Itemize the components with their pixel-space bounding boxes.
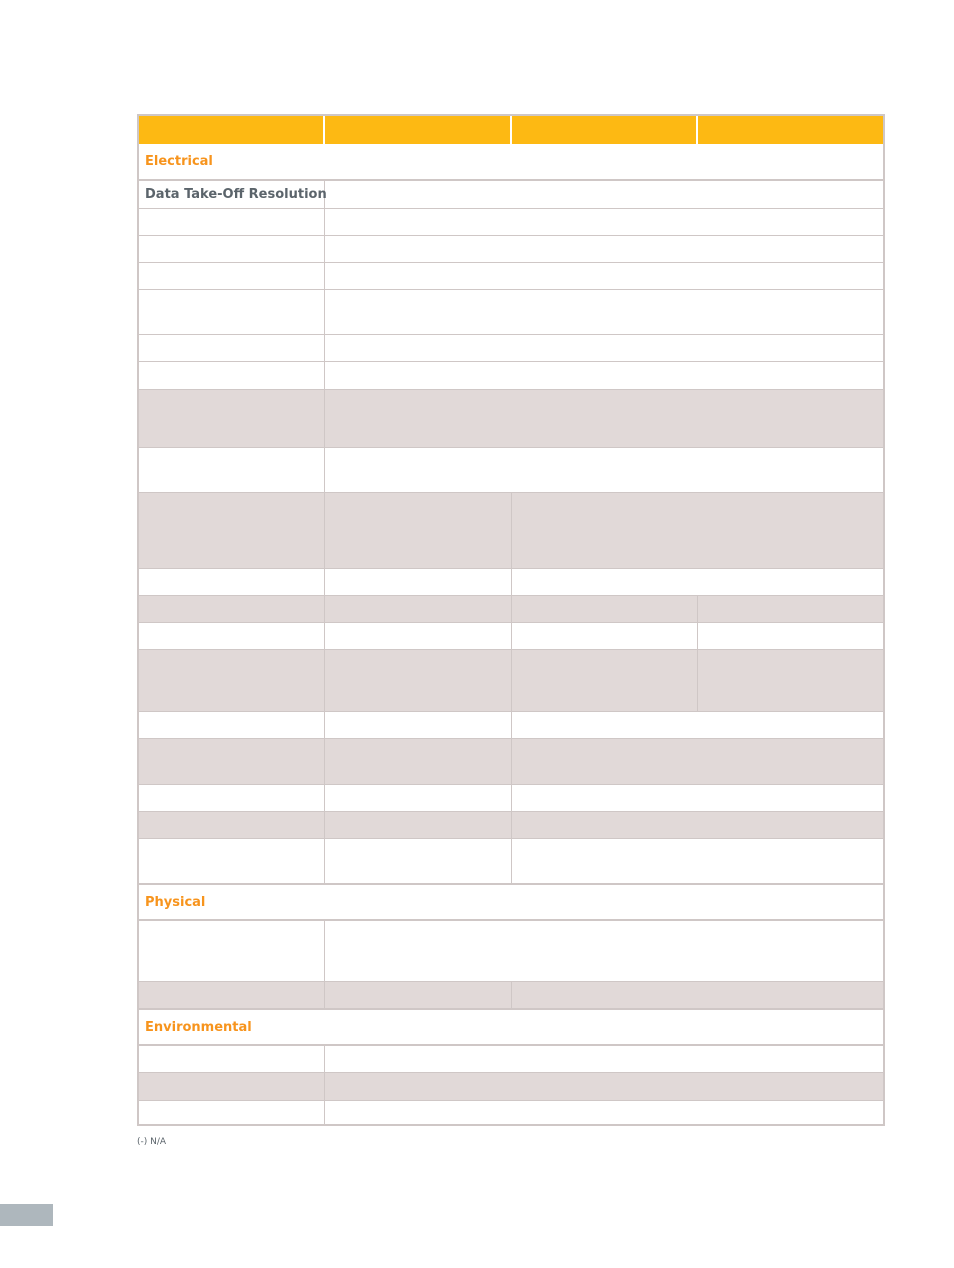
- table-row: [139, 982, 883, 1010]
- section-title-electrical: Electrical: [145, 154, 213, 169]
- row-label-cell: [139, 181, 325, 208]
- header-cell: [698, 116, 883, 144]
- row-label-cell: [139, 623, 325, 649]
- table-row: [139, 623, 883, 650]
- row-label-data-takeoff-resolution: Data Take-Off Resolution: [145, 187, 327, 202]
- row-label-cell: [139, 390, 325, 447]
- header-cell: [325, 116, 512, 144]
- table-cell: [325, 739, 512, 784]
- row-label-cell: [139, 335, 325, 361]
- section-title-physical: Physical: [145, 894, 206, 910]
- section-row-electrical: [139, 144, 883, 181]
- spec-table: [137, 114, 885, 1126]
- row-label-cell: [139, 569, 325, 595]
- table-cell: [325, 596, 512, 622]
- row-label-cell: [139, 362, 325, 389]
- table-row: [139, 569, 883, 596]
- row-label-cell: [139, 921, 325, 981]
- row-label-cell: [139, 650, 325, 711]
- row-label-cell: [139, 209, 325, 235]
- table-header-row: [139, 116, 883, 144]
- row-label-cell: [139, 1101, 325, 1124]
- table-row: [139, 839, 883, 885]
- row-label-cell: [139, 263, 325, 289]
- table-row: [139, 921, 883, 982]
- row-label-cell: [139, 448, 325, 492]
- table-row: [139, 650, 883, 712]
- row-label-cell: [139, 236, 325, 262]
- row-label-cell: [139, 596, 325, 622]
- table-row: [139, 739, 883, 785]
- row-label-cell: [139, 1073, 325, 1100]
- footnote-text: N/A: [150, 1137, 167, 1147]
- row-label-cell: [139, 982, 325, 1008]
- table-row: [139, 263, 883, 290]
- table-cell: [325, 785, 512, 811]
- table-row: [139, 1101, 883, 1124]
- table-row: [139, 1073, 883, 1101]
- section-row-physical: [139, 885, 883, 921]
- table-cell: [325, 650, 512, 711]
- row-label-cell: [139, 785, 325, 811]
- table-cell: [325, 712, 512, 738]
- row-label-cell: [139, 839, 325, 883]
- row-label-cell: [139, 739, 325, 784]
- table-cell: [512, 650, 698, 711]
- table-cell: [325, 569, 512, 595]
- table-row: [139, 181, 883, 209]
- table-row: [139, 209, 883, 236]
- section-row-environmental: [139, 1010, 883, 1046]
- table-row: [139, 236, 883, 263]
- header-cell: [139, 116, 325, 144]
- footnote: [137, 1137, 166, 1147]
- header-cell: [512, 116, 698, 144]
- table-cell: [512, 623, 698, 649]
- table-row: [139, 1046, 883, 1073]
- footnote-marker: (-): [137, 1137, 148, 1147]
- row-label-cell: [139, 1046, 325, 1072]
- table-cell: [325, 982, 512, 1008]
- table-cell: [325, 839, 512, 883]
- table-cell: [512, 596, 698, 622]
- table-row: [139, 785, 883, 812]
- table-row: [139, 335, 883, 362]
- table-row: [139, 290, 883, 335]
- table-cell: [325, 812, 512, 838]
- table-row: [139, 390, 883, 448]
- table-row: [139, 362, 883, 390]
- table-cell: [325, 493, 512, 568]
- row-label-cell: [139, 712, 325, 738]
- table-row: [139, 712, 883, 739]
- row-label-cell: [139, 290, 325, 334]
- table-row: [139, 448, 883, 493]
- page-tab: [0, 1204, 53, 1226]
- table-cell: [325, 623, 512, 649]
- row-label-cell: [139, 812, 325, 838]
- section-title-environmental: Environmental: [145, 1019, 252, 1035]
- table-row: [139, 493, 883, 569]
- row-label-cell: [139, 493, 325, 568]
- table-row: [139, 596, 883, 623]
- table-row: [139, 812, 883, 839]
